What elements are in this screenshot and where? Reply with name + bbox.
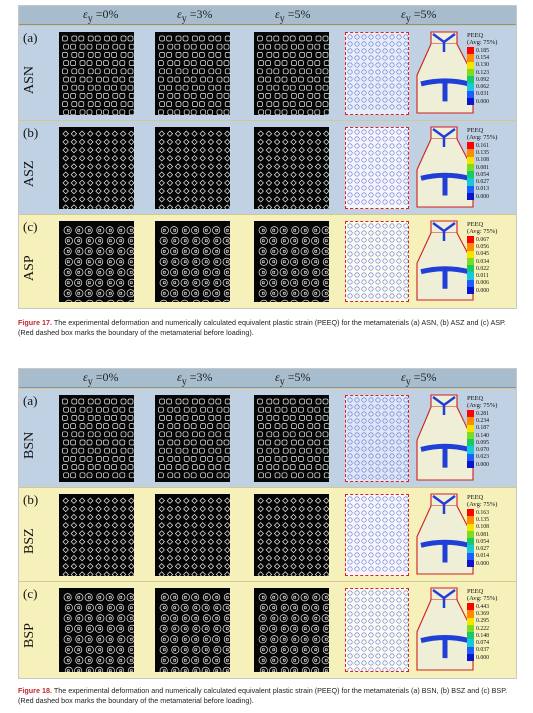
legend-value: 0.000	[476, 461, 490, 468]
legend-subtitle: (Avg: 75%)	[467, 595, 498, 602]
peeq-legend	[467, 494, 527, 567]
legend-value: 0.000	[476, 654, 490, 661]
legend-entry	[467, 410, 527, 417]
legend-swatch	[467, 91, 474, 98]
legend-subtitle: (Avg: 75%)	[467, 134, 498, 141]
legend-title: PEEQ	[467, 494, 484, 501]
legend-entry	[467, 243, 527, 250]
legend-value: 0.443	[476, 603, 490, 610]
legend-swatch	[467, 618, 474, 625]
legend-subtitle: (Avg: 75%)	[467, 501, 498, 508]
legend-swatch	[467, 425, 474, 432]
legend-value: 0.054	[476, 171, 490, 178]
legend-value: 0.006	[476, 280, 490, 287]
legend-value: 0.081	[476, 164, 490, 171]
legend-value: 0.027	[476, 546, 490, 553]
legend-value: 0.185	[476, 47, 490, 54]
legend-swatch	[467, 142, 474, 149]
column-label: $\varepsilon_y =5\%$	[275, 7, 311, 25]
legend-entry	[467, 417, 527, 424]
legend-scale	[467, 47, 527, 105]
figure-row	[19, 581, 516, 678]
figure-17-caption	[18, 318, 515, 338]
legend-entry	[467, 461, 527, 468]
fem-contour-plot	[345, 494, 409, 576]
legend-entry	[467, 432, 527, 439]
legend-entry	[467, 47, 527, 54]
peeq-legend	[467, 127, 527, 200]
peeq-legend	[467, 32, 527, 105]
legend-title: PEEQ	[467, 395, 484, 402]
legend-value: 0.163	[476, 509, 490, 516]
legend-value: 0.154	[476, 54, 490, 61]
row-letter: (a)	[23, 30, 38, 45]
legend-title: PEEQ	[467, 588, 484, 595]
legend-swatch	[467, 524, 474, 531]
legend-entry	[467, 265, 527, 272]
legend-scale	[467, 236, 527, 294]
legend-swatch	[467, 432, 474, 439]
legend-swatch	[467, 287, 474, 294]
legend-value: 0.187	[476, 425, 490, 432]
figure-row	[19, 25, 516, 121]
column-label: $\varepsilon_y =5\%$	[401, 370, 437, 388]
legend-value: 0.022	[476, 265, 490, 272]
legend-entry	[467, 625, 527, 632]
row-letter: (a)	[23, 393, 38, 408]
legend-swatch	[467, 603, 474, 610]
legend-value: 0.031	[476, 91, 490, 98]
legend-entry	[467, 236, 527, 243]
legend-value: 0.081	[476, 531, 490, 538]
caption-label: Figure 18.	[18, 686, 52, 695]
row-letter: (c)	[23, 219, 38, 234]
caption-label: Figure 17.	[18, 318, 52, 327]
experiment-photo	[155, 127, 230, 209]
legend-value: 0.140	[476, 432, 490, 439]
legend-entry	[467, 149, 527, 156]
experiment-photo	[59, 32, 134, 115]
legend-value: 0.161	[476, 142, 490, 149]
legend-entry	[467, 553, 527, 560]
experiment-photo	[254, 221, 329, 302]
legend-entry	[467, 516, 527, 523]
figure-17	[18, 5, 517, 309]
legend-value: 0.034	[476, 258, 490, 265]
fem-contour-plot	[345, 395, 409, 482]
legend-scale	[467, 603, 527, 661]
column-label: $\varepsilon_y =3\%$	[177, 370, 213, 388]
legend-entry	[467, 618, 527, 625]
column-header	[19, 6, 516, 25]
legend-title: PEEQ	[467, 32, 484, 39]
experiment-photo	[155, 221, 230, 302]
legend-value: 0.108	[476, 524, 490, 531]
legend-entry	[467, 654, 527, 661]
fem-contour-plot	[345, 127, 409, 209]
legend-subtitle: (Avg: 75%)	[467, 402, 498, 409]
legend-swatch	[467, 410, 474, 417]
caption-text: The experimental deformation and numerically calculated equivalent plastic strain (PEEQ) for the metamaterials (a) BSN, (b) BSZ and (c) BSP. (Red dashed box marks the boundary of the metamaterial before loading).	[18, 686, 508, 705]
legend-entry	[467, 639, 527, 646]
legend-value: 0.369	[476, 610, 490, 617]
column-label: $\varepsilon_y =5\%$	[401, 7, 437, 25]
legend-value: 0.013	[476, 186, 490, 193]
row-specimen-name: ASZ	[22, 160, 37, 188]
legend-entry	[467, 83, 527, 90]
experiment-photo	[155, 588, 230, 672]
legend-entry	[467, 272, 527, 279]
legend-swatch	[467, 186, 474, 193]
legend-value: 0.023	[476, 454, 490, 461]
legend-swatch	[467, 632, 474, 639]
legend-entry	[467, 164, 527, 171]
legend-swatch	[467, 164, 474, 171]
column-label: $\varepsilon_y =0\%$	[83, 7, 119, 25]
legend-swatch	[467, 560, 474, 567]
peeq-legend	[467, 395, 527, 468]
experiment-photo	[59, 395, 134, 482]
legend-swatch	[467, 454, 474, 461]
legend-value: 0.135	[476, 149, 490, 156]
legend-value: 0.135	[476, 516, 490, 523]
legend-value: 0.148	[476, 632, 490, 639]
legend-entry	[467, 54, 527, 61]
legend-entry	[467, 531, 527, 538]
legend-entry	[467, 193, 527, 200]
experiment-photo	[254, 32, 329, 115]
figure-18-caption	[18, 686, 515, 706]
experiment-photo	[254, 588, 329, 672]
legend-entry	[467, 280, 527, 287]
row-specimen-name: ASN	[22, 65, 37, 94]
row-specimen-name: BSN	[22, 430, 37, 459]
legend-entry	[467, 171, 527, 178]
legend-swatch	[467, 69, 474, 76]
legend-title: PEEQ	[467, 127, 484, 134]
legend-swatch	[467, 243, 474, 250]
legend-entry	[467, 610, 527, 617]
experiment-photo	[59, 494, 134, 576]
legend-swatch	[467, 280, 474, 287]
legend-swatch	[467, 439, 474, 446]
legend-entry	[467, 98, 527, 105]
experiment-photo	[59, 588, 134, 672]
caption-text: The experimental deformation and numerically calculated equivalent plastic strain (PEEQ) for the metamaterials (a) ASN, (b) ASZ and (c) ASP. (Red dashed box marks the boundary of the metamaterial before loading).	[18, 318, 506, 337]
fem-contour-plot	[345, 588, 409, 672]
legend-title: PEEQ	[467, 221, 484, 228]
legend-entry	[467, 647, 527, 654]
legend-value: 0.123	[476, 69, 490, 76]
legend-value: 0.056	[476, 243, 490, 250]
legend-value: 0.000	[476, 193, 490, 200]
column-header	[19, 369, 516, 388]
legend-subtitle: (Avg: 75%)	[467, 228, 498, 235]
legend-swatch	[467, 654, 474, 661]
peeq-legend	[467, 221, 527, 294]
legend-swatch	[467, 54, 474, 61]
legend-entry	[467, 287, 527, 294]
legend-entry	[467, 62, 527, 69]
legend-scale	[467, 509, 527, 567]
experiment-photo	[254, 395, 329, 482]
legend-swatch	[467, 461, 474, 468]
legend-swatch	[467, 417, 474, 424]
legend-entry	[467, 258, 527, 265]
legend-entry	[467, 538, 527, 545]
legend-swatch	[467, 83, 474, 90]
legend-swatch	[467, 531, 474, 538]
legend-entry	[467, 560, 527, 567]
legend-entry	[467, 142, 527, 149]
experiment-photo	[155, 395, 230, 482]
column-label: $\varepsilon_y =0\%$	[83, 370, 119, 388]
row-specimen-name: BSP	[22, 623, 37, 649]
legend-value: 0.108	[476, 157, 490, 164]
legend-value: 0.027	[476, 179, 490, 186]
legend-value: 0.095	[476, 439, 490, 446]
figure-18	[18, 368, 517, 679]
experiment-photo	[254, 127, 329, 209]
fem-contour-plot	[345, 221, 409, 302]
row-letter: (c)	[23, 586, 38, 601]
legend-swatch	[467, 62, 474, 69]
experiment-photo	[155, 494, 230, 576]
legend-swatch	[467, 157, 474, 164]
legend-entry	[467, 186, 527, 193]
legend-entry	[467, 603, 527, 610]
legend-value: 0.092	[476, 76, 490, 83]
legend-swatch	[467, 545, 474, 552]
legend-value: 0.074	[476, 640, 490, 647]
legend-swatch	[467, 639, 474, 646]
legend-value: 0.070	[476, 447, 490, 454]
legend-swatch	[467, 258, 474, 265]
legend-swatch	[467, 149, 474, 156]
legend-swatch	[467, 538, 474, 545]
figure-row	[19, 214, 516, 308]
legend-value: 0.067	[476, 236, 490, 243]
legend-value: 0.222	[476, 625, 490, 632]
legend-swatch	[467, 625, 474, 632]
legend-value: 0.011	[476, 273, 489, 280]
legend-swatch	[467, 610, 474, 617]
column-label: $\varepsilon_y =5\%$	[275, 370, 311, 388]
legend-entry	[467, 178, 527, 185]
figure-row	[19, 120, 516, 215]
legend-entry	[467, 446, 527, 453]
legend-swatch	[467, 647, 474, 654]
column-label: $\varepsilon_y =3\%$	[177, 7, 213, 25]
experiment-photo	[59, 221, 134, 302]
legend-value: 0.054	[476, 538, 490, 545]
legend-swatch	[467, 509, 474, 516]
row-specimen-name: ASP	[22, 254, 37, 281]
row-specimen-name: BSZ	[22, 528, 37, 554]
legend-entry	[467, 524, 527, 531]
legend-entry	[467, 425, 527, 432]
figure-row	[19, 487, 516, 582]
legend-value: 0.000	[476, 98, 490, 105]
legend-subtitle: (Avg: 75%)	[467, 39, 498, 46]
legend-value: 0.014	[476, 553, 490, 560]
legend-entry	[467, 454, 527, 461]
legend-swatch	[467, 193, 474, 200]
legend-swatch	[467, 446, 474, 453]
legend-entry	[467, 69, 527, 76]
fem-contour-plot	[345, 32, 409, 115]
legend-value: 0.130	[476, 62, 490, 69]
row-letter: (b)	[23, 492, 39, 507]
legend-value: 0.062	[476, 84, 490, 91]
legend-swatch	[467, 47, 474, 54]
legend-value: 0.234	[476, 417, 490, 424]
legend-value: 0.281	[476, 410, 490, 417]
experiment-photo	[59, 127, 134, 209]
legend-value: 0.295	[476, 618, 490, 625]
legend-swatch	[467, 236, 474, 243]
experiment-photo	[155, 32, 230, 115]
legend-entry	[467, 509, 527, 516]
legend-entry	[467, 251, 527, 258]
legend-entry	[467, 157, 527, 164]
peeq-legend	[467, 588, 527, 661]
legend-value: 0.037	[476, 647, 490, 654]
legend-swatch	[467, 553, 474, 560]
legend-swatch	[467, 265, 474, 272]
legend-entry	[467, 632, 527, 639]
legend-entry	[467, 76, 527, 83]
figure-row	[19, 388, 516, 488]
experiment-photo	[254, 494, 329, 576]
legend-swatch	[467, 76, 474, 83]
legend-swatch	[467, 272, 474, 279]
legend-value: 0.045	[476, 251, 490, 258]
legend-value: 0.000	[476, 287, 490, 294]
legend-swatch	[467, 251, 474, 258]
legend-swatch	[467, 178, 474, 185]
legend-entry	[467, 545, 527, 552]
legend-entry	[467, 91, 527, 98]
legend-value: 0.000	[476, 560, 490, 567]
legend-swatch	[467, 98, 474, 105]
row-letter: (b)	[23, 125, 39, 140]
legend-scale	[467, 142, 527, 200]
legend-entry	[467, 439, 527, 446]
legend-swatch	[467, 171, 474, 178]
legend-swatch	[467, 516, 474, 523]
legend-scale	[467, 410, 527, 468]
